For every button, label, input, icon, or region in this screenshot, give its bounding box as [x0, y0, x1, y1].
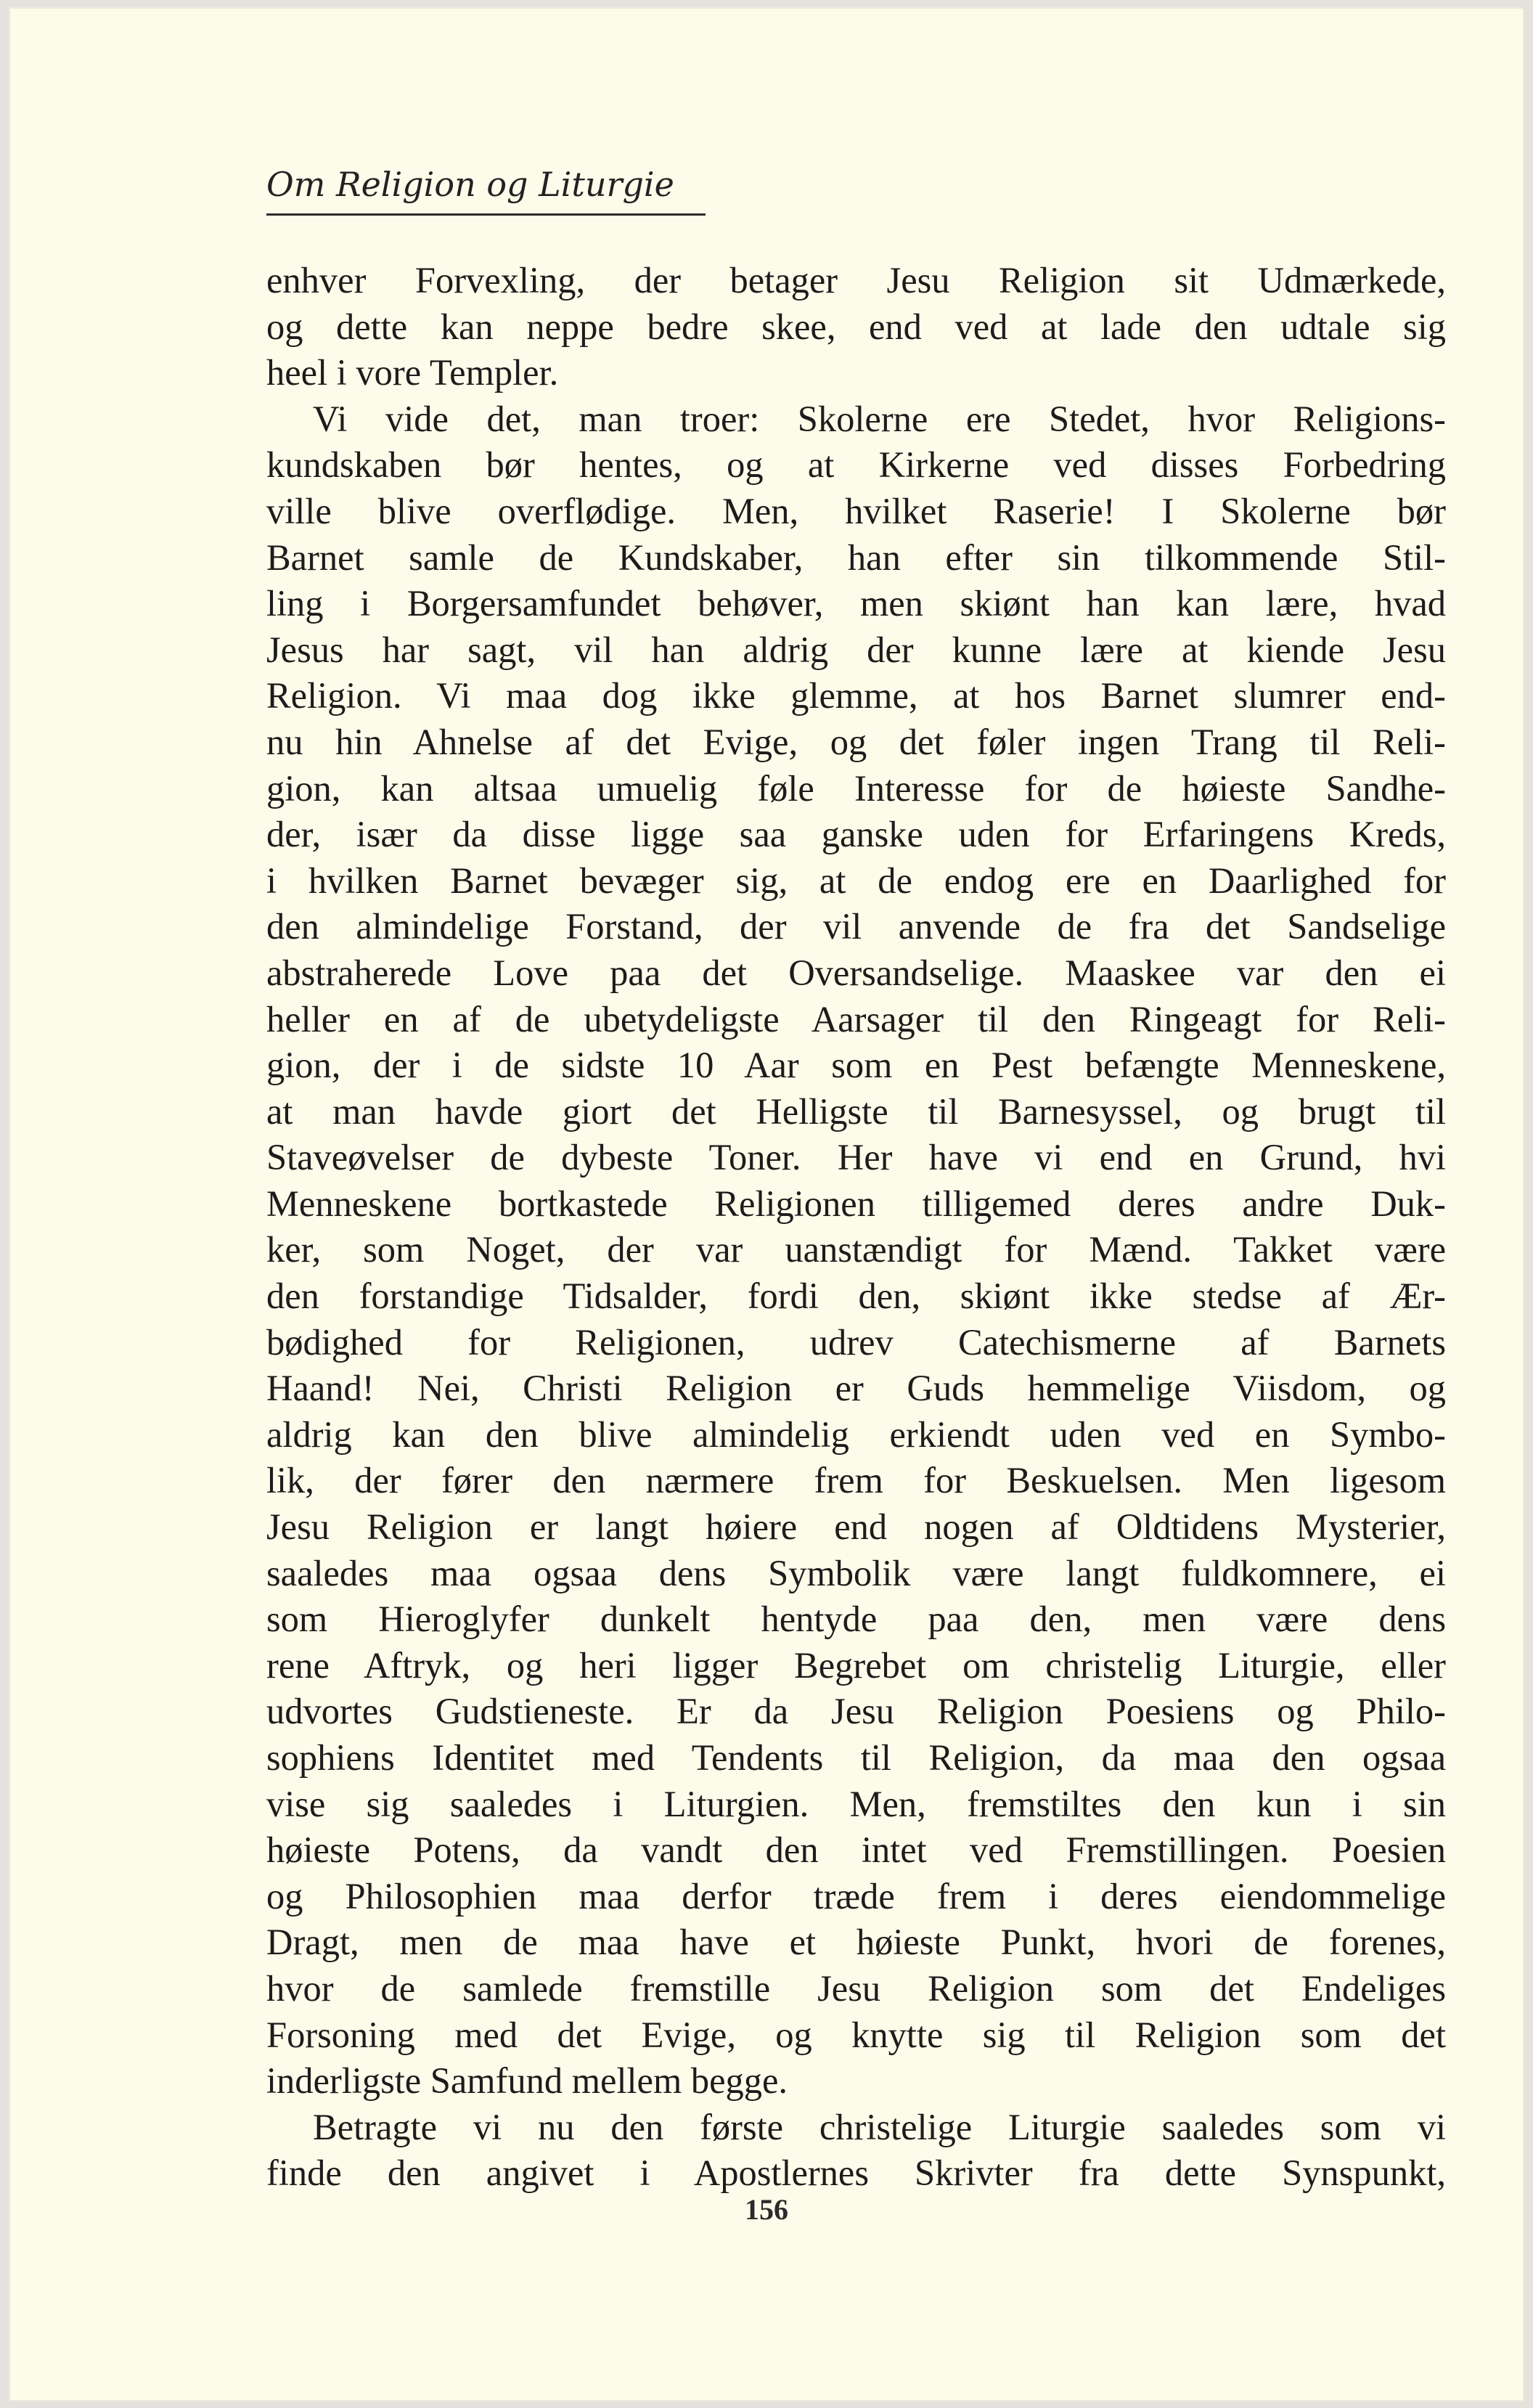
text-line: Betragte vi nu den første christelige Liturgie saaledes som vi: [313, 2106, 1446, 2147]
text-line: lik, der fører den nærmere frem for Beskuelsen. Men ligesom: [266, 1460, 1446, 1501]
text-line: Staveøvelser de dybeste Toner. Her have vi end en Grund, hvi: [266, 1137, 1446, 1178]
text-line: finde den angivet i Apostlernes Skrivter fra dette Synspunkt,: [266, 2152, 1446, 2194]
text-line: hvor de samlede fremstille Jesu Religion som det Endeliges: [266, 1967, 1446, 2009]
text-line: bødighed for Religionen, udrev Catechismerne af Barnets: [266, 1321, 1446, 1363]
text-line: der, især da disse ligge saa ganske uden for Erfaringens Kreds,: [266, 814, 1446, 855]
text-line: Forsoning med det Evige, og knytte sig til Religion som det: [266, 2014, 1446, 2055]
text-line: den forstandige Tidsalder, fordi den, skiønt ikke stedse af Ær-: [266, 1276, 1446, 1317]
text-line: nu hin Ahnelse af det Evige, og det føler ingen Trang til Reli-: [266, 721, 1446, 762]
text-line: heller en af de ubetydeligste Aarsager til den Ringeagt for Reli-: [266, 998, 1446, 1040]
text-line: aldrig kan den blive almindelig erkiendt uden ved en Symbo-: [266, 1413, 1446, 1455]
text-line: Jesu Religion er langt høiere end nogen af Oldtidens Mysterier,: [266, 1506, 1446, 1548]
text-line: at man havde giort det Helligste til Barnesyssel, og brugt til: [266, 1090, 1446, 1132]
text-line: gion, der i de sidste 10 Aar som en Pest befængte Menneskene,: [266, 1045, 1446, 1086]
text-line: enhver Forvexling, der betager Jesu Religion sit Udmærkede,: [266, 260, 1446, 301]
page-number: 156: [745, 2193, 788, 2226]
text-line: inderligste Samfund mellem begge.: [266, 2060, 788, 2102]
text-line: kundskaben bør hentes, og at Kirkerne ved disses Forbedring: [266, 444, 1446, 486]
text-line: den almindelige Forstand, der vil anvende de fra det Sandselige: [266, 906, 1446, 947]
book-page: [9, 7, 1524, 2401]
paragraph: [266, 258, 1446, 396]
text-line: Haand! Nei, Christi Religion er Guds hemmelige Viisdom, og: [266, 1368, 1446, 1409]
text-line: sophiens Identitet med Tendents til Religion, da maa den ogsaa: [266, 1737, 1446, 1778]
text-line: heel i vore Templer.: [266, 352, 559, 393]
text-line: ville blive overflødige. Men, hvilket Raserie! I Skolerne bør: [266, 490, 1446, 531]
text-line: i hvilken Barnet bevæger sig, at de endog ere en Daarlighed for: [266, 860, 1446, 901]
text-line: saaledes maa ogsaa dens Symbolik være langt fuldkomnere, ei: [266, 1552, 1446, 1593]
text-line: gion, kan altsaa umuelig føle Interesse for de høieste Sandhe-: [266, 767, 1446, 809]
text-line: Dragt, men de maa have et høieste Punkt, hvori de forenes,: [266, 1922, 1446, 1963]
text-line: vise sig saaledes i Liturgien. Men, fremstiltes den kun i sin: [266, 1783, 1446, 1824]
text-line: Barnet samle de Kundskaber, han efter sin tilkommende Stil-: [266, 536, 1446, 578]
text-line: som Hieroglyfer dunkelt hentyde paa den, men være dens: [266, 1599, 1446, 1640]
text-line: og Philosophien maa derfor træde frem i deres eiendommelige: [266, 1875, 1446, 1917]
text-line: og dette kan neppe bedre skee, end ved at lade den udtale sig: [266, 306, 1446, 347]
text-line: udvortes Gudstieneste. Er da Jesu Religion Poesiens og Philo-: [266, 1691, 1446, 1732]
text-line: Religion. Vi maa dog ikke glemme, at hos Barnet slumrer end-: [266, 675, 1446, 717]
body-text: [266, 258, 1446, 2197]
paragraph: [266, 396, 1446, 2105]
text-line: rene Aftryk, og heri ligger Begrebet om christelig Liturgie, eller: [266, 1644, 1446, 1686]
text-line: abstraherede Love paa det Oversandselige. Maaskee var den ei: [266, 952, 1446, 993]
text-line: ker, som Noget, der var uanstændigt for Mænd. Takket være: [266, 1229, 1446, 1270]
text-line: høieste Potens, da vandt den intet ved Fremstillingen. Poesien: [266, 1829, 1446, 1871]
text-line: Jesus har sagt, vil han aldrig der kunne lære at kiende Jesu: [266, 629, 1446, 670]
paragraph: [266, 2105, 1446, 2197]
running-title: Om Religion og Liturgie: [266, 164, 706, 216]
text-line: ling i Borgersamfundet behøver, men skiønt han kan lære, hvad: [266, 583, 1446, 624]
text-line: Menneskene bortkastede Religionen tilligemed deres andre Duk-: [266, 1183, 1446, 1224]
text-line: Vi vide det, man troer: Skolerne ere Stedet, hvor Religions-: [313, 398, 1446, 439]
